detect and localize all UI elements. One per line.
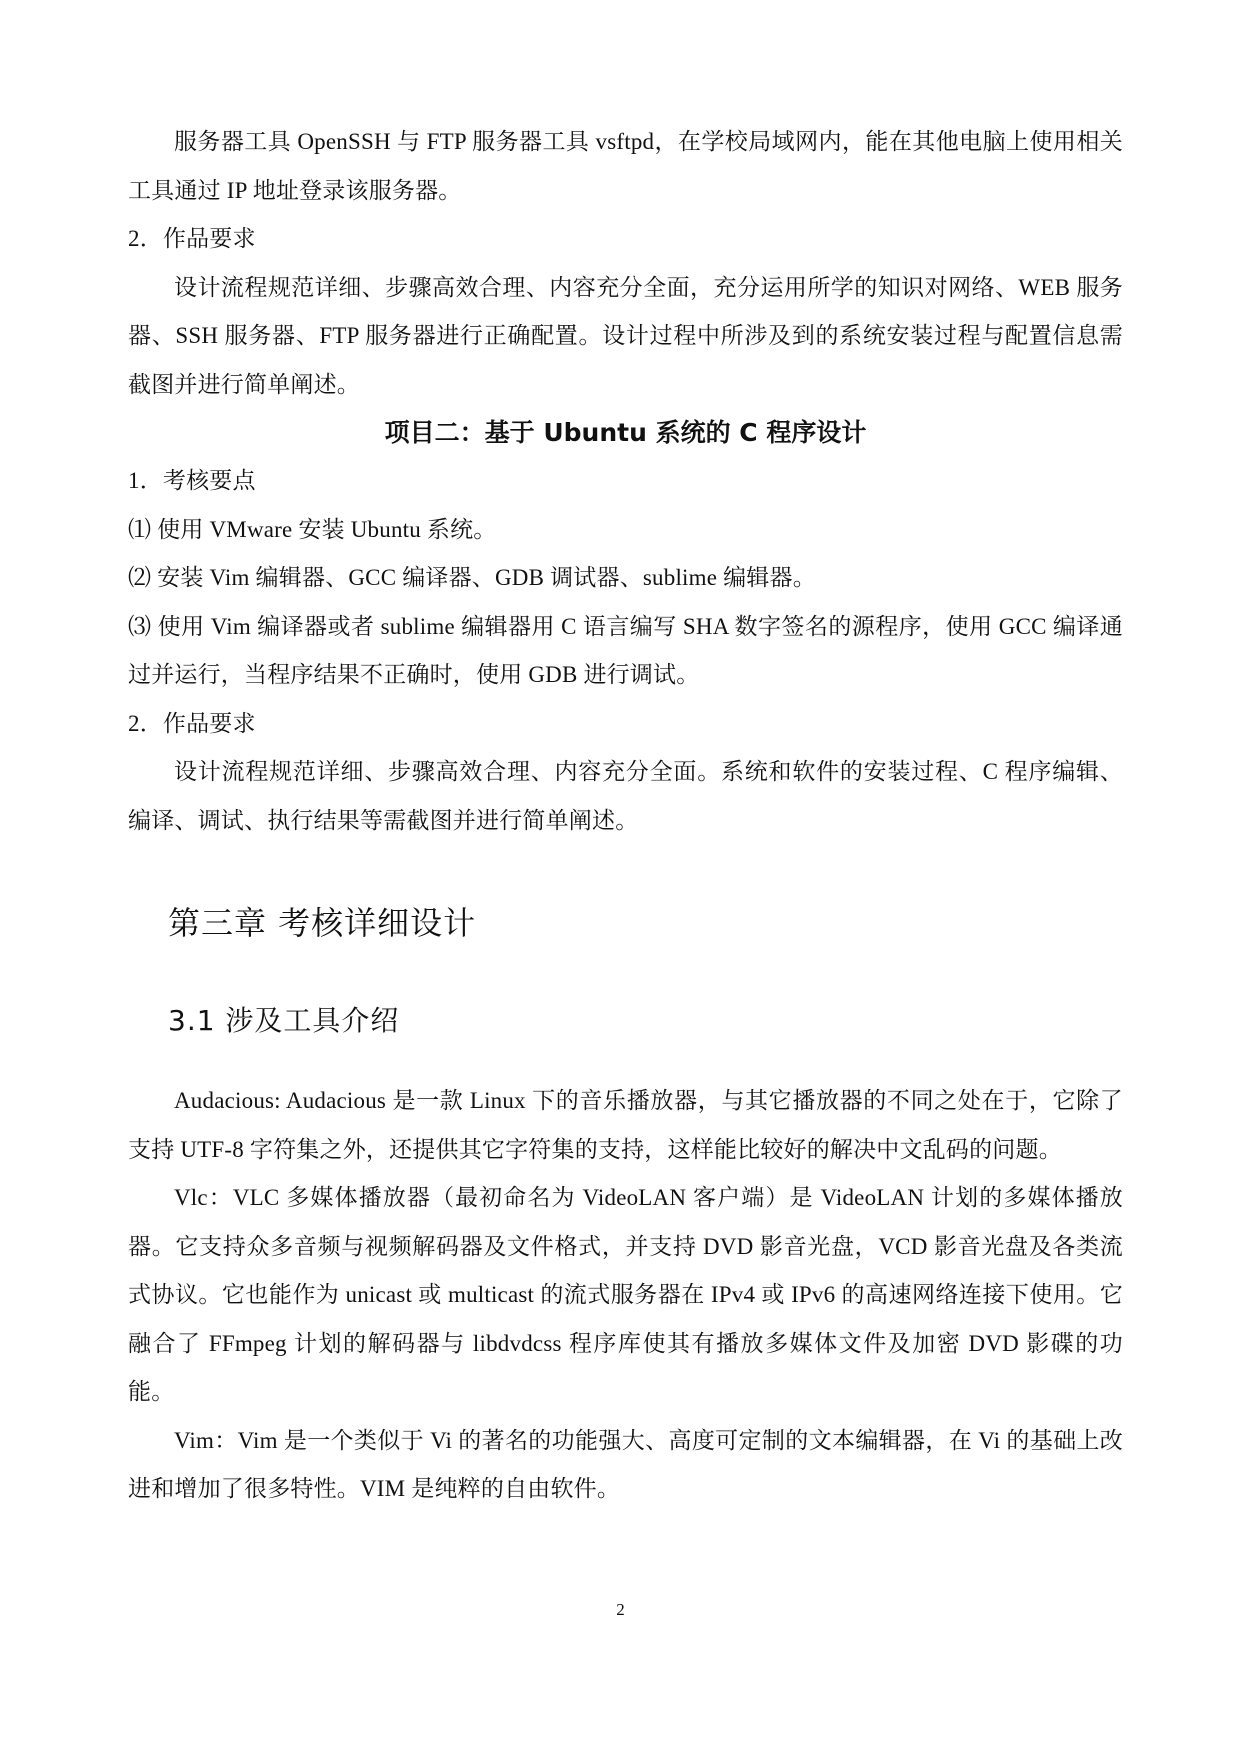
paragraph-work-requirements-2: 设计流程规范详细、步骤高效合理、内容充分全面。系统和软件的安装过程、C 程序编辑、编译、调试、执行结果等需截图并进行简单阐述。	[128, 759, 1123, 833]
project-title: 项目二：基于 Ubuntu 系统的 C 程序设计	[384, 418, 867, 447]
paragraph-server-tools: 服务器工具 OpenSSH 与 FTP 服务器工具 vsftpd，在学校局域网内，能在其他电脑上使用相关工具通过 IP 地址登录该服务器。	[128, 129, 1123, 203]
work-requirements-heading: 2．作品要求	[128, 226, 256, 251]
assessment-points-heading: 1．考核要点	[128, 468, 256, 493]
page-number: 2	[616, 1600, 625, 1619]
paragraph-vim: Vim：Vim 是一个类似于 Vi 的著名的功能强大、高度可定制的文本编辑器，在 Vi 的基础上改进和增加了很多特性。VIM 是纯粹的自由软件。	[128, 1427, 1123, 1501]
section-title: 3.1 涉及工具介绍	[168, 1004, 400, 1037]
page-content	[128, 118, 1123, 1514]
chapter-title: 第三章 考核详细设计	[168, 904, 477, 942]
paragraph-vlc: Vlc：VLC 多媒体播放器（最初命名为 VideoLAN 客户端）是 VideoLAN 计划的多媒体播放器。它支持众多音频与视频解码器及文件格式，并支持 DVD 影音光盘，VCD 影音光盘及各类流式协议。它也能作为 unicast 或 multicast 的流式服务器在 IPv4 或 IPv6 的高速网络连接下使用。它融合了 FFmpeg 计划的解码器与 libdvdcss 程序库使其有播放多媒体文件及加密 DVD 影碟的功能。	[128, 1185, 1123, 1404]
list-item-1: ⑴ 使用 VMware 安装 Ubuntu 系统。	[128, 516, 497, 542]
list-item-2: ⑵ 安装 Vim 编辑器、GCC 编译器、GDB 调试器、sublime 编辑器。	[128, 565, 816, 590]
work-requirements-heading-2: 2．作品要求	[128, 710, 256, 736]
section-body	[128, 1077, 1123, 1514]
paragraph-work-requirements: 设计流程规范详细、步骤高效合理、内容充分全面，充分运用所学的知识对网络、WEB 服务器、SSH 服务器、FTP 服务器进行正确配置。设计过程中所涉及到的系统安装过程与配置信息需截图并进行简单阐述。	[128, 274, 1123, 397]
paragraph-audacious: Audacious: Audacious 是一款 Linux 下的音乐播放器，与其它播放器的不同之处在于，它除了支持 UTF-8 字符集之外，还提供其它字符集的支持，这样能比较好的解决中文乱码的问题。	[128, 1088, 1123, 1162]
list-item-3: ⑶ 使用 Vim 编译器或者 sublime 编辑器用 C 语言编写 SHA 数字签名的源程序，使用 GCC 编译通过并运行，当程序结果不正确时，使用 GDB 进行调试。	[128, 613, 1123, 687]
